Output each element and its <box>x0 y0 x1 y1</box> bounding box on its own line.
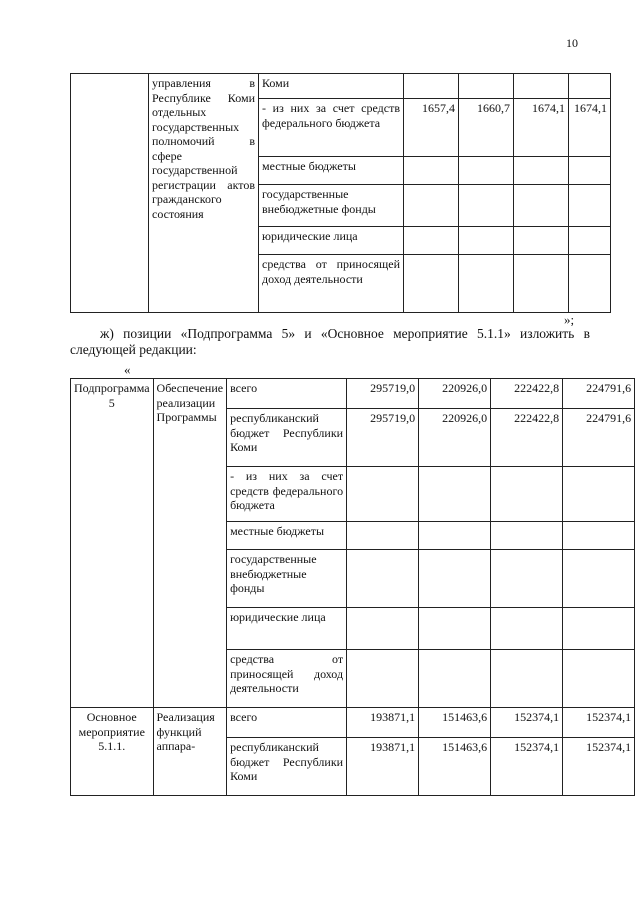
value-cell: 220926,0 <box>419 379 491 409</box>
value-cell <box>563 467 635 522</box>
value-cell: 222422,8 <box>491 409 563 467</box>
funding-source: республиканский бюджет Республики Коми <box>227 409 347 467</box>
value-cell <box>459 255 514 313</box>
funding-source: средства от приносящей доход деятельности <box>227 650 347 708</box>
value-cell: 152374,1 <box>491 708 563 738</box>
empty-status-cell <box>71 74 149 313</box>
funding-source: государственные внебюджетные фонды <box>259 185 404 227</box>
value-cell <box>491 608 563 650</box>
funding-source: местные бюджеты <box>259 157 404 185</box>
value-cell <box>491 467 563 522</box>
value-cell <box>459 185 514 227</box>
funding-source: всего <box>227 379 347 409</box>
activity-name-cell: Обеспечение реализации Программы <box>153 379 227 708</box>
value-cell <box>347 608 419 650</box>
value-cell: 193871,1 <box>347 708 419 738</box>
value-cell <box>563 550 635 608</box>
opening-quote: « <box>124 362 131 377</box>
funding-table-continuation <box>70 73 611 313</box>
value-cell: 222422,8 <box>491 379 563 409</box>
funding-source: юридические лица <box>259 227 404 255</box>
value-cell <box>491 650 563 708</box>
value-cell <box>459 227 514 255</box>
funding-source: республиканский бюджет Республики Коми <box>227 738 347 796</box>
value-cell <box>569 157 611 185</box>
value-cell <box>563 650 635 708</box>
value-cell <box>569 227 611 255</box>
funding-source: юридические лица <box>227 608 347 650</box>
value-cell <box>514 227 569 255</box>
value-cell <box>569 74 611 99</box>
value-cell <box>419 650 491 708</box>
program-name-cell: управления в Республике Коми отдельных государственных полномочий в сфере государственной регистрации актов гражданского состояния <box>149 74 259 313</box>
value-cell <box>563 522 635 550</box>
funding-source: - из них за счет средств федерального бюджета <box>227 467 347 522</box>
closing-quote: »; <box>564 312 575 327</box>
value-cell: 152374,1 <box>563 708 635 738</box>
value-cell <box>347 467 419 522</box>
value-cell <box>514 74 569 99</box>
value-cell <box>569 255 611 313</box>
value-cell: 1657,4 <box>404 99 459 157</box>
value-cell <box>569 185 611 227</box>
value-cell <box>514 157 569 185</box>
value-cell: 151463,6 <box>419 738 491 796</box>
status-cell: Подпрограмма 5 <box>71 379 154 708</box>
value-cell <box>404 227 459 255</box>
funding-source: - из них за счет средств федерального бюджета <box>259 99 404 157</box>
value-cell: 1674,1 <box>569 99 611 157</box>
status-cell: Основное мероприятие 5.1.1. <box>71 708 154 796</box>
value-cell <box>419 550 491 608</box>
funding-source: Коми <box>259 74 404 99</box>
value-cell <box>514 185 569 227</box>
value-cell: 224791,6 <box>563 409 635 467</box>
value-cell <box>491 522 563 550</box>
value-cell: 295719,0 <box>347 379 419 409</box>
value-cell: 1660,7 <box>459 99 514 157</box>
value-cell <box>514 255 569 313</box>
funding-table-subprogram-5 <box>70 378 635 796</box>
value-cell: 152374,1 <box>563 738 635 796</box>
value-cell <box>419 608 491 650</box>
value-cell <box>419 522 491 550</box>
page-number: 10 <box>566 36 578 50</box>
value-cell <box>347 650 419 708</box>
value-cell <box>419 467 491 522</box>
value-cell: 1674,1 <box>514 99 569 157</box>
value-cell <box>404 157 459 185</box>
value-cell: 151463,6 <box>419 708 491 738</box>
amendment-paragraph: ж) позиции «Подпрограмма 5» и «Основное мероприятие 5.1.1» изложить в следующей редакции: <box>70 326 590 357</box>
funding-source: местные бюджеты <box>227 522 347 550</box>
value-cell: 295719,0 <box>347 409 419 467</box>
value-cell <box>404 255 459 313</box>
funding-source: средства от приносящей доход деятельности <box>259 255 404 313</box>
value-cell: 152374,1 <box>491 738 563 796</box>
value-cell <box>459 157 514 185</box>
value-cell: 193871,1 <box>347 738 419 796</box>
funding-source: всего <box>227 708 347 738</box>
value-cell <box>347 550 419 608</box>
value-cell <box>347 522 419 550</box>
activity-name-cell: Реализация функций аппара- <box>153 708 227 796</box>
value-cell <box>491 550 563 608</box>
funding-source: государственные внебюджетные фонды <box>227 550 347 608</box>
value-cell <box>404 74 459 99</box>
value-cell <box>563 608 635 650</box>
value-cell <box>459 74 514 99</box>
value-cell <box>404 185 459 227</box>
value-cell: 224791,6 <box>563 379 635 409</box>
value-cell: 220926,0 <box>419 409 491 467</box>
